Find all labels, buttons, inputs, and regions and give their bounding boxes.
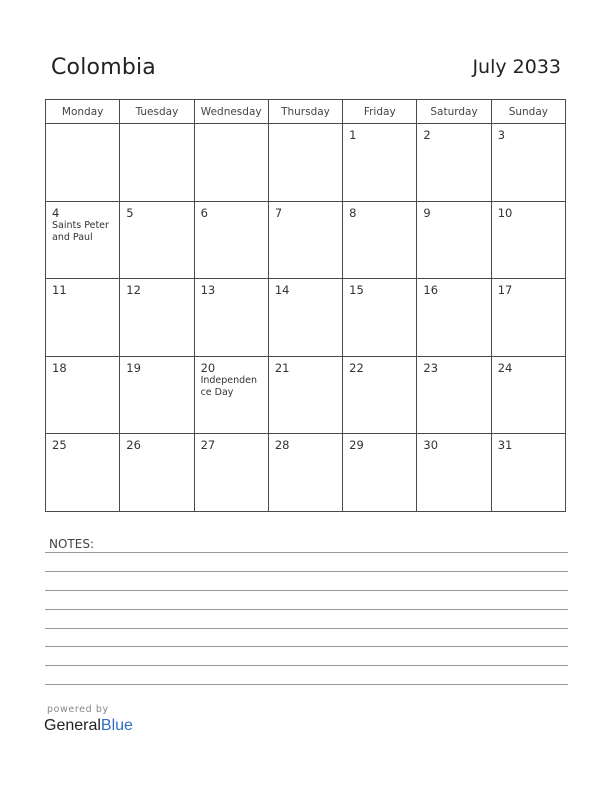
weekday-header-row: [46, 100, 566, 124]
day-number: 26: [126, 438, 141, 453]
note-line: [45, 552, 568, 553]
day-number: 30: [423, 438, 439, 453]
day-cell: [343, 201, 417, 279]
day-number: 14: [274, 283, 290, 298]
day-number: 19: [126, 360, 141, 375]
day-cell: [417, 356, 491, 434]
day-cell: [194, 434, 268, 512]
day-cell: [268, 356, 342, 434]
day-cell: [120, 124, 194, 202]
day-cell: [120, 201, 194, 279]
day-cell: [194, 356, 268, 434]
day-cell: [417, 434, 491, 512]
day-cell: [343, 279, 417, 357]
day-cell: [343, 124, 417, 202]
day-cell: [491, 434, 565, 512]
day-number: 9: [423, 205, 431, 220]
day-cell: [343, 434, 417, 512]
day-number: 4: [52, 205, 60, 220]
day-number: 6: [200, 205, 208, 220]
brand-logo: [44, 717, 133, 735]
day-cell: [46, 434, 120, 512]
day-number: 11: [52, 283, 67, 298]
day-number: 16: [423, 283, 439, 298]
day-number: 27: [200, 438, 216, 453]
calendar-grid: [45, 99, 566, 512]
day-number: 21: [274, 360, 290, 375]
day-cell: [46, 124, 120, 202]
weekday-header: Tuesday: [120, 100, 194, 124]
day-number: 3: [497, 128, 506, 142]
day-cell: [194, 201, 268, 279]
day-number: 22: [349, 360, 364, 375]
day-number: 7: [274, 205, 283, 220]
day-number: 31: [497, 438, 513, 453]
week-row: [46, 201, 566, 279]
day-cell: [268, 201, 342, 279]
day-number: 28: [274, 438, 290, 453]
month-year-title: July 2033: [472, 56, 561, 78]
day-cell: [268, 124, 342, 202]
note-line: [45, 628, 568, 629]
holiday-label: Saints Peter and Paul: [52, 219, 109, 243]
weekday-header: Monday: [46, 100, 120, 124]
calendar-body: [46, 124, 566, 512]
day-number: 13: [200, 283, 216, 298]
day-cell: [268, 434, 342, 512]
brand-blue: Blue: [100, 717, 133, 734]
day-cell: [491, 124, 565, 202]
day-cell: [46, 201, 120, 279]
note-line: [45, 609, 568, 610]
day-cell: [194, 124, 268, 202]
brand-general: General: [44, 717, 101, 734]
weekday-header: Wednesday: [194, 100, 268, 124]
day-cell: [268, 279, 342, 357]
day-cell: [46, 279, 120, 357]
day-cell: [417, 279, 491, 357]
day-number: 18: [52, 360, 67, 375]
day-cell: [194, 279, 268, 357]
weekday-header: Sunday: [491, 100, 565, 124]
note-line: [45, 684, 568, 685]
holiday-label: Independence Day: [200, 374, 258, 398]
day-number: 10: [497, 205, 513, 220]
note-line: [45, 646, 568, 647]
day-cell: [343, 356, 417, 434]
weekday-header: Thursday: [268, 100, 342, 124]
day-number: 2: [423, 128, 431, 142]
day-cell: [120, 279, 194, 357]
note-line: [45, 665, 568, 666]
day-number: 15: [349, 283, 364, 298]
week-row: [46, 434, 566, 512]
day-number: 17: [497, 283, 513, 298]
day-cell: [120, 434, 194, 512]
note-line: [45, 571, 568, 572]
day-number: 8: [349, 205, 357, 220]
day-number: 1: [349, 128, 357, 142]
day-cell: [120, 356, 194, 434]
day-number: 29: [349, 438, 364, 453]
day-number: 20: [200, 360, 216, 375]
powered-by-text: powered by: [47, 704, 109, 715]
country-title: Colombia: [51, 55, 156, 80]
day-number: 23: [423, 360, 439, 375]
day-cell: [46, 356, 120, 434]
week-row: [46, 279, 566, 357]
week-row: [46, 124, 566, 202]
day-number: 5: [126, 205, 134, 220]
weekday-header: Friday: [343, 100, 417, 124]
weekday-header: Saturday: [417, 100, 491, 124]
day-number: 24: [497, 360, 513, 375]
day-cell: [417, 124, 491, 202]
notes-label: NOTES:: [49, 537, 94, 551]
day-cell: [491, 279, 565, 357]
day-cell: [417, 201, 491, 279]
day-number: 12: [126, 283, 141, 298]
week-row: [46, 356, 566, 434]
day-cell: [491, 356, 565, 434]
day-number: 25: [52, 438, 67, 453]
day-cell: [491, 201, 565, 279]
note-line: [45, 590, 568, 591]
